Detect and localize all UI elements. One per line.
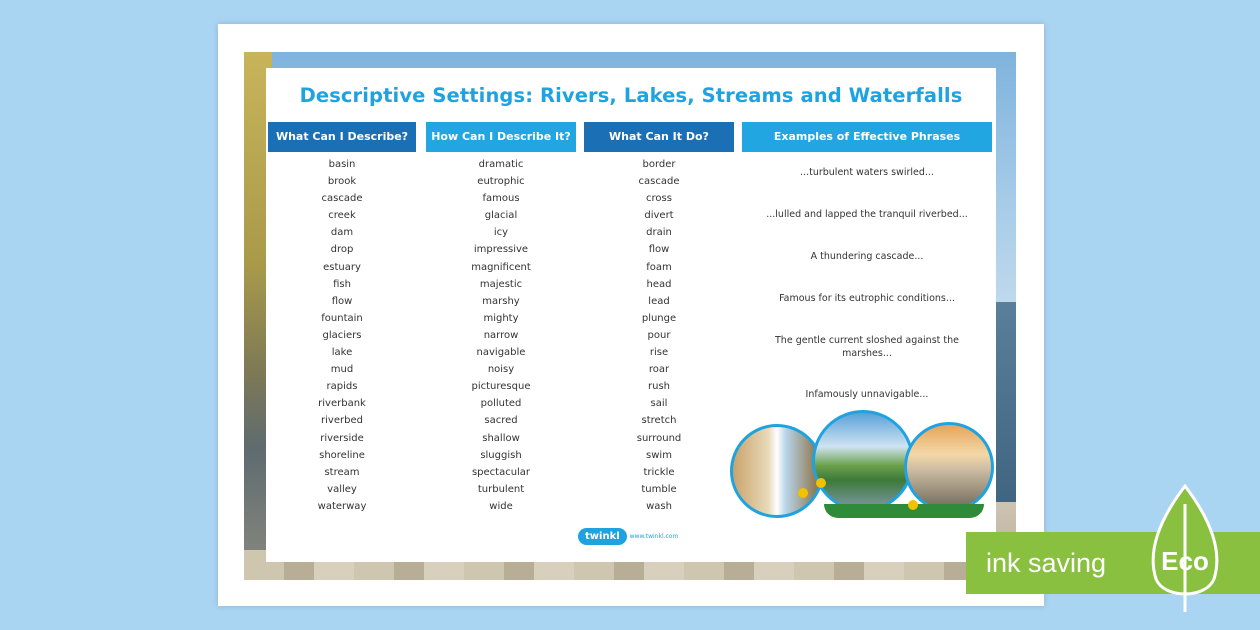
word-item: wide	[489, 500, 513, 512]
twinkl-logo	[578, 528, 678, 545]
word-item: rush	[648, 381, 670, 393]
word-item: navigable	[476, 347, 526, 359]
word-item: basin	[328, 159, 356, 170]
word-item: magnificent	[471, 261, 531, 273]
word-item: polluted	[480, 398, 522, 410]
word-item: trickle	[643, 466, 675, 478]
verb-word-list	[584, 156, 734, 515]
word-item: shallow	[482, 432, 520, 444]
word-item: sluggish	[480, 449, 522, 461]
word-item: border	[642, 159, 676, 170]
phrase-item: ...lulled and lapped the tranquil riverbed...	[766, 209, 968, 220]
word-item: foam	[646, 261, 672, 273]
adjective-word-list	[426, 156, 576, 515]
describe-word-list	[268, 156, 416, 515]
word-item: eutrophic	[477, 176, 525, 188]
word-item: sail	[650, 398, 668, 410]
word-item: estuary	[323, 261, 361, 273]
word-item: mighty	[483, 312, 519, 324]
word-item: valley	[327, 483, 357, 495]
phrase-item: Famous for its eutrophic conditions...	[779, 293, 955, 304]
word-item: fountain	[321, 312, 363, 324]
word-item: wash	[646, 500, 672, 512]
word-item: flow	[648, 244, 670, 256]
header-how-can-i-describe: How Can I Describe It?	[426, 122, 576, 152]
word-item: icy	[493, 227, 509, 239]
word-item: marshy	[482, 295, 520, 307]
flower-icon	[798, 488, 808, 498]
word-item: impressive	[473, 244, 529, 256]
word-item: dramatic	[478, 159, 524, 170]
word-item: glaciers	[322, 329, 362, 341]
river-sunset-photo	[904, 422, 994, 512]
flower-icon	[816, 478, 826, 488]
word-item: lead	[648, 295, 670, 307]
word-item: drop	[330, 244, 354, 256]
word-item: tumble	[641, 483, 677, 495]
eco-leaf-icon	[1146, 484, 1224, 614]
word-item: creek	[328, 210, 356, 222]
word-item: head	[646, 278, 672, 290]
canoe-illustration	[824, 504, 984, 518]
word-item: cascade	[321, 193, 363, 205]
word-item: sacred	[484, 415, 518, 427]
word-item: narrow	[483, 329, 519, 341]
word-item: cross	[646, 193, 672, 205]
phrase-item: A thundering cascade...	[810, 251, 924, 262]
word-item: lake	[331, 347, 353, 359]
word-item: noisy	[487, 364, 515, 376]
word-item: drain	[646, 227, 672, 239]
phrase-item: ...turbulent waters swirled...	[800, 167, 934, 178]
word-item: majestic	[479, 278, 523, 290]
word-item: swim	[646, 449, 672, 461]
logo-url: www.twinkl.com	[629, 533, 679, 540]
word-item: famous	[482, 193, 520, 205]
word-item: cascade	[638, 176, 680, 188]
word-item: rapids	[326, 381, 358, 393]
header-what-can-it-do: What Can It Do?	[584, 122, 734, 152]
word-item: stretch	[641, 415, 677, 427]
word-item: roar	[648, 364, 670, 376]
phrase-item: The gentle current sloshed against the marshes...	[775, 335, 959, 359]
word-item: dam	[330, 227, 354, 239]
word-item: riverbed	[321, 415, 363, 427]
word-item: shoreline	[319, 449, 365, 461]
scene-photos	[728, 408, 992, 532]
word-item: riverbank	[318, 398, 366, 410]
word-item: fish	[333, 278, 351, 290]
header-what-can-i-describe: What Can I Describe?	[268, 122, 416, 152]
word-item: surround	[636, 432, 682, 444]
page-title: Descriptive Settings: Rivers, Lakes, Streams and Waterfalls	[299, 84, 963, 107]
logo-brand: twinkl	[578, 528, 627, 545]
word-item: plunge	[641, 312, 677, 324]
word-item: divert	[644, 210, 674, 222]
phrase-item: Infamously unnavigable...	[805, 389, 929, 400]
word-item: picturesque	[471, 381, 531, 393]
header-example-phrases: Examples of Effective Phrases	[742, 122, 992, 152]
word-item: waterway	[317, 500, 367, 512]
word-item: mud	[330, 364, 354, 376]
word-item: stream	[324, 466, 360, 478]
ink-saving-label: ink saving	[986, 547, 1107, 578]
water-illustration	[994, 302, 1016, 502]
word-item: rise	[649, 347, 669, 359]
eco-label: Eco	[1161, 546, 1209, 576]
word-item: glacial	[484, 210, 518, 222]
word-item: brook	[327, 176, 357, 188]
word-item: turbulent	[477, 483, 525, 495]
word-item: flow	[331, 295, 353, 307]
lake-photo	[812, 410, 914, 512]
word-item: spectacular	[471, 466, 531, 478]
flower-icon	[908, 500, 918, 510]
word-item: pour	[647, 329, 671, 341]
word-item: riverside	[320, 432, 364, 444]
waterfall-photo	[730, 424, 824, 518]
